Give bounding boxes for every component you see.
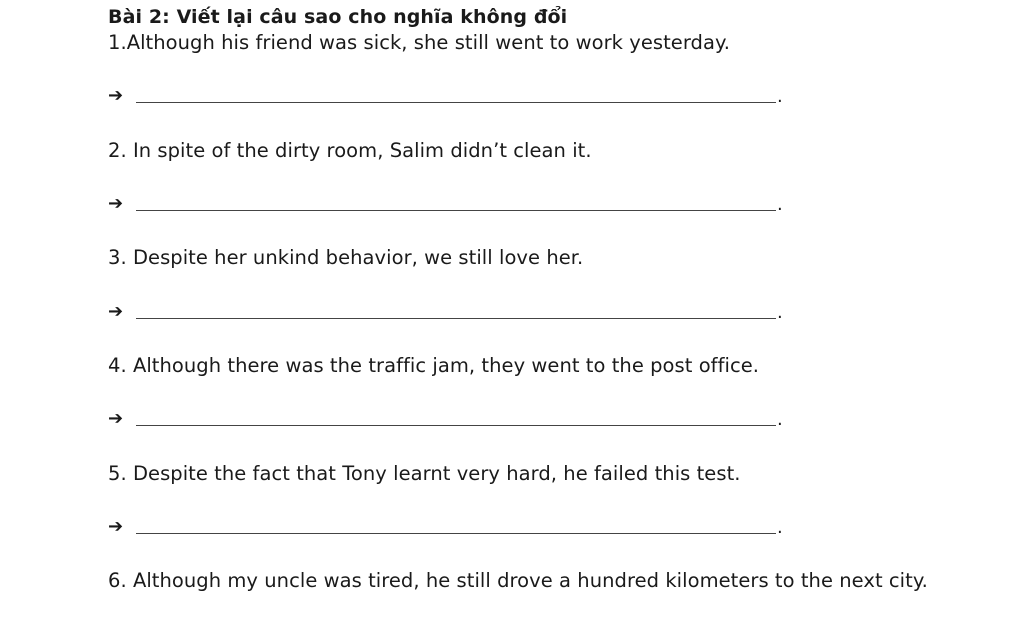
arrow-icon: ➔ <box>108 408 124 429</box>
answer-blank-5[interactable] <box>136 533 776 534</box>
answer-period: . <box>777 517 783 538</box>
sentence-6: 6. Although my uncle was tired, he still drove a hundred kilometers to the next city. <box>108 569 928 592</box>
sentence-5: 5. Despite the fact that Tony learnt very hard, he failed this test. <box>108 462 741 485</box>
answer-row-2 <box>108 195 788 219</box>
answer-row-3 <box>108 303 788 327</box>
sentence-1: 1.Although his friend was sick, she still went to work yesterday. <box>108 31 731 54</box>
answer-period: . <box>777 302 783 323</box>
arrow-icon: ➔ <box>108 85 124 106</box>
sentence-3: 3. Despite her unkind behavior, we still love her. <box>108 246 584 269</box>
answer-row-4 <box>108 410 788 434</box>
exercise-title: Bài 2: Viết lại câu sao cho nghĩa không đổi <box>108 6 568 28</box>
answer-blank-1[interactable] <box>136 102 776 103</box>
answer-blank-2[interactable] <box>136 210 776 211</box>
sentence-2: 2. In spite of the dirty room, Salim didn’t clean it. <box>108 139 592 162</box>
answer-blank-3[interactable] <box>136 318 776 319</box>
answer-row-5 <box>108 518 788 542</box>
arrow-icon: ➔ <box>108 193 124 214</box>
arrow-icon: ➔ <box>108 516 124 537</box>
answer-period: . <box>777 86 783 107</box>
sentence-4: 4. Although there was the traffic jam, they went to the post office. <box>108 354 760 377</box>
answer-row-1 <box>108 87 788 111</box>
answer-blank-4[interactable] <box>136 425 776 426</box>
arrow-icon: ➔ <box>108 301 124 322</box>
worksheet-page <box>108 0 1008 626</box>
answer-period: . <box>777 409 783 430</box>
answer-period: . <box>777 194 783 215</box>
